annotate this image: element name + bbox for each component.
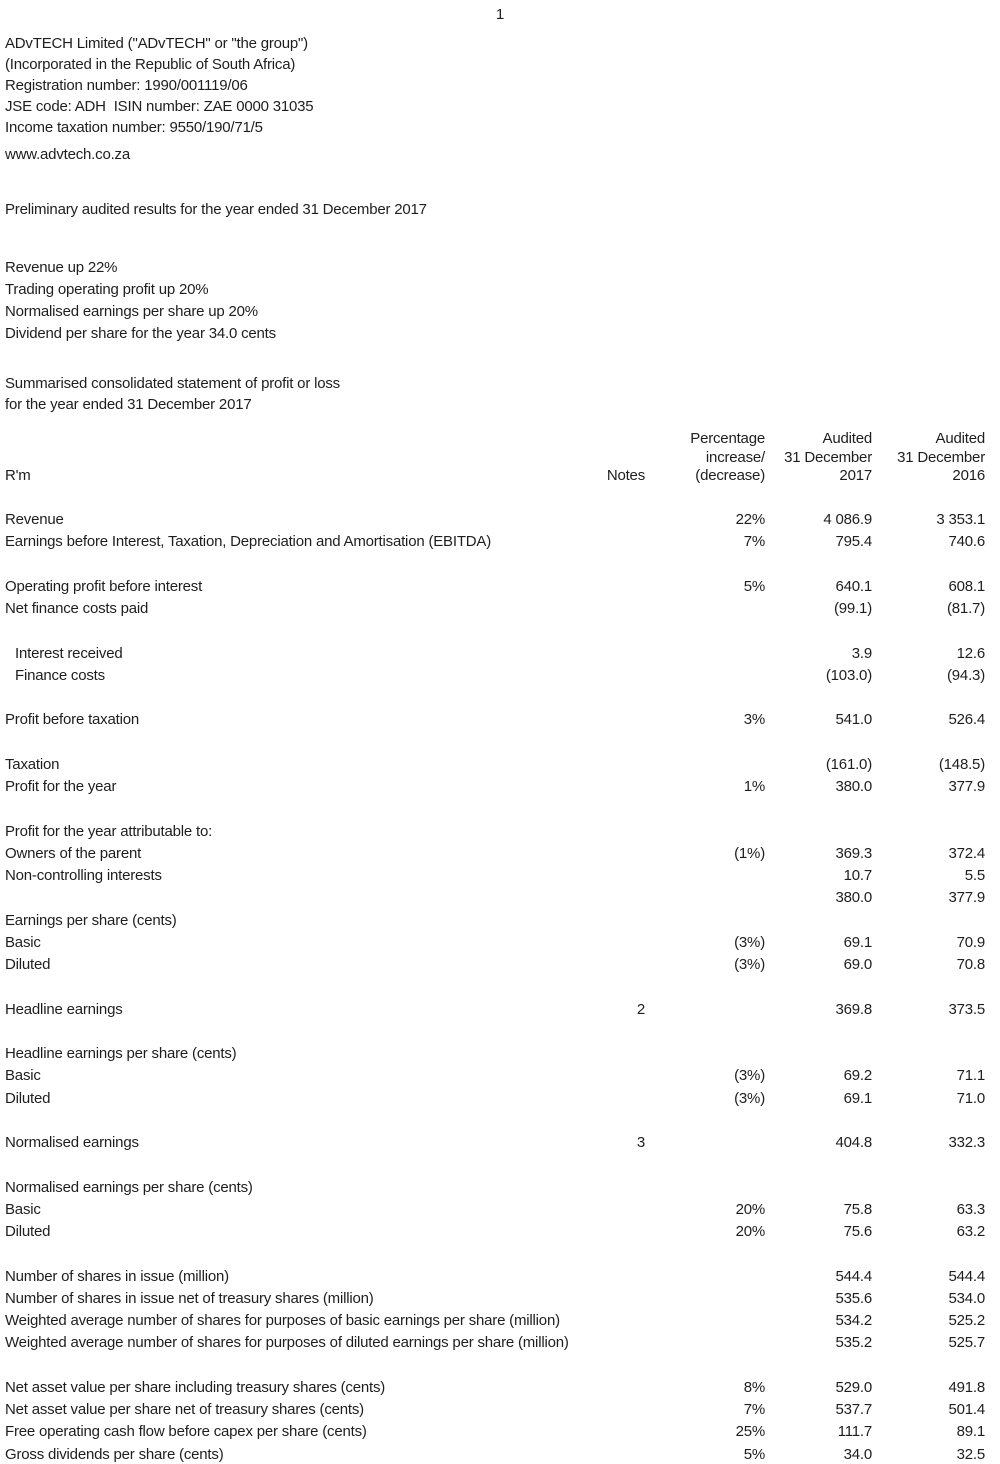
table-row xyxy=(5,598,985,620)
column-header-percentage: Percentage increase/ (decrease) xyxy=(690,430,765,484)
row-percentage xyxy=(645,598,765,620)
row-value-2016: 332.3 xyxy=(948,1134,985,1151)
table-row xyxy=(5,865,985,887)
row-label: Operating profit before interest xyxy=(5,577,203,595)
row-value-2017: 34.0 xyxy=(843,1445,872,1463)
row-percentage xyxy=(645,1266,765,1288)
row-label: Diluted xyxy=(5,1223,51,1240)
row-value-2017 xyxy=(765,1043,872,1065)
table-row xyxy=(5,1199,985,1221)
row-value-2017: 640.1 xyxy=(835,577,872,595)
row-value-2017: 534.2 xyxy=(835,1312,872,1329)
row-notes xyxy=(583,1288,645,1310)
table-row-spacer xyxy=(5,732,985,754)
row-value-2017: 380.0 xyxy=(835,778,872,795)
row-value-2016: 3 353.1 xyxy=(936,511,985,528)
row-value-2016: 740.6 xyxy=(948,533,985,551)
table-row xyxy=(5,1310,985,1332)
table-row xyxy=(5,1088,985,1110)
table-row xyxy=(5,709,985,731)
row-label: Earnings per share (cents) xyxy=(5,911,177,929)
row-percentage: 7% xyxy=(743,533,765,551)
row-value-2017 xyxy=(765,1177,872,1199)
row-percentage: 20% xyxy=(735,1223,765,1240)
row-percentage: 5% xyxy=(743,577,765,595)
row-notes xyxy=(583,1199,645,1221)
row-value-2016 xyxy=(872,1043,985,1065)
row-percentage xyxy=(645,643,765,665)
row-value-2017: 535.6 xyxy=(835,1289,872,1307)
row-notes xyxy=(583,1043,645,1065)
row-percentage: (1%) xyxy=(734,844,765,862)
row-percentage: 5% xyxy=(743,1445,765,1463)
company-header-block xyxy=(5,33,313,138)
row-value-2017: 544.4 xyxy=(835,1267,872,1285)
row-value-2017: 369.8 xyxy=(835,1000,872,1018)
row-value-2016: 70.9 xyxy=(956,933,985,951)
row-percentage: 7% xyxy=(743,1401,765,1418)
row-notes xyxy=(583,887,645,909)
row-percentage xyxy=(645,1043,765,1065)
company-incorporation-line: (Incorporated in the Republic of South Africa) xyxy=(5,56,296,73)
row-value-2017: 535.2 xyxy=(835,1334,872,1352)
row-value-2016: 525.7 xyxy=(948,1334,985,1352)
row-notes xyxy=(583,1221,645,1243)
row-value-2016: (148.5) xyxy=(938,755,985,773)
row-value-2016: 89.1 xyxy=(956,1423,985,1441)
table-row-spacer xyxy=(5,976,985,998)
row-label: Free operating cash flow before capex per share (cents) xyxy=(5,1423,367,1441)
row-value-2017: 795.4 xyxy=(835,533,872,551)
row-value-2017: 75.8 xyxy=(843,1200,872,1218)
row-value-2017: 4 086.9 xyxy=(823,511,872,528)
table-row xyxy=(5,1221,985,1243)
row-percentage xyxy=(645,887,765,909)
table-row xyxy=(5,887,985,909)
company-name-line: ADvTECH Limited ("ADvTECH" or "the group") xyxy=(5,35,308,52)
table-row xyxy=(5,1421,985,1443)
column-header-unit: R'm xyxy=(5,467,31,484)
row-label: Interest received xyxy=(15,644,123,662)
row-notes: 2 xyxy=(636,1000,645,1018)
row-value-2016: (81.7) xyxy=(947,600,985,617)
row-value-2016: 372.4 xyxy=(948,844,985,862)
company-website: www.advtech.co.za xyxy=(5,146,130,163)
table-row-spacer xyxy=(5,1154,985,1176)
row-percentage xyxy=(645,821,765,843)
row-percentage: (3%) xyxy=(734,933,765,951)
row-value-2017: 541.0 xyxy=(835,711,872,729)
row-value-2017: 369.3 xyxy=(835,844,872,862)
row-label: Gross dividends per share (cents) xyxy=(5,1445,224,1463)
row-notes xyxy=(583,1266,645,1288)
row-value-2017: 529.0 xyxy=(835,1378,872,1396)
row-label: Finance costs xyxy=(15,666,105,684)
row-value-2016: 525.2 xyxy=(948,1312,985,1329)
table-row-spacer xyxy=(5,620,985,642)
table-row xyxy=(5,643,985,665)
row-value-2017: 404.8 xyxy=(835,1134,872,1151)
row-value-2017 xyxy=(765,821,872,843)
row-percentage: 20% xyxy=(735,1200,765,1218)
table-row-spacer xyxy=(5,687,985,709)
row-notes xyxy=(583,576,645,598)
table-row-spacer xyxy=(5,798,985,820)
row-label: Diluted xyxy=(5,956,51,973)
row-percentage xyxy=(645,865,765,887)
row-value-2017: 69.2 xyxy=(843,1067,872,1085)
statement-table-header xyxy=(5,430,985,486)
row-value-2016: 373.5 xyxy=(948,1000,985,1018)
row-value-2017: (161.0) xyxy=(825,755,872,773)
row-value-2016: 32.5 xyxy=(956,1445,985,1463)
row-label: Diluted xyxy=(5,1089,51,1107)
row-value-2016: 534.0 xyxy=(948,1289,985,1307)
table-row xyxy=(5,1043,985,1065)
row-label: Profit before taxation xyxy=(5,711,140,729)
table-row xyxy=(5,932,985,954)
row-percentage xyxy=(645,665,765,687)
row-notes xyxy=(583,776,645,798)
row-value-2016: 544.4 xyxy=(948,1267,985,1285)
highlight-revenue: Revenue up 22% xyxy=(5,259,118,276)
table-row xyxy=(5,1065,985,1087)
table-row xyxy=(5,821,985,843)
table-row xyxy=(5,954,985,976)
row-value-2016: 5.5 xyxy=(964,867,985,884)
row-percentage xyxy=(645,1177,765,1199)
row-value-2017: (103.0) xyxy=(825,666,872,684)
table-row xyxy=(5,754,985,776)
row-notes xyxy=(583,709,645,731)
row-notes xyxy=(583,1421,645,1443)
page-number: 1 xyxy=(495,6,505,23)
row-value-2016: 526.4 xyxy=(948,711,985,729)
row-value-2016: 70.8 xyxy=(956,956,985,973)
row-percentage xyxy=(645,999,765,1021)
table-row-spacer xyxy=(5,1355,985,1377)
row-percentage xyxy=(645,754,765,776)
statement-title-line2: for the year ended 31 December 2017 xyxy=(5,396,252,413)
column-header-audited-2016: Audited 31 December 2016 xyxy=(897,430,985,484)
row-label: Net asset value per share net of treasury shares (cents) xyxy=(5,1401,364,1418)
row-value-2016: 377.9 xyxy=(948,889,985,907)
row-percentage: (3%) xyxy=(734,1089,765,1107)
row-notes xyxy=(583,843,645,865)
row-label: Normalised earnings xyxy=(5,1134,139,1151)
row-percentage: (3%) xyxy=(734,1067,765,1085)
table-row xyxy=(5,1399,985,1421)
row-value-2017 xyxy=(765,910,872,932)
row-notes xyxy=(583,598,645,620)
row-value-2016: 608.1 xyxy=(948,577,985,595)
row-value-2017: 111.7 xyxy=(837,1423,872,1441)
row-label: Net asset value per share including treasury shares (cents) xyxy=(5,1378,386,1396)
table-row xyxy=(5,910,985,932)
row-percentage: 8% xyxy=(743,1378,765,1396)
row-value-2016 xyxy=(872,1177,985,1199)
row-notes xyxy=(583,1377,645,1399)
row-percentage: 25% xyxy=(735,1423,765,1441)
row-notes xyxy=(583,932,645,954)
table-row xyxy=(5,1177,985,1199)
company-registration-line: Registration number: 1990/001119/06 xyxy=(5,77,248,94)
table-row xyxy=(5,999,985,1021)
row-label: Normalised earnings per share (cents) xyxy=(5,1178,253,1196)
row-notes xyxy=(583,509,645,531)
highlight-trading-profit: Trading operating profit up 20% xyxy=(5,281,209,298)
row-value-2016 xyxy=(872,910,985,932)
row-label: Non-controlling interests xyxy=(5,867,162,884)
table-row-spacer xyxy=(5,1243,985,1265)
row-label: Headline earnings xyxy=(5,1000,123,1018)
row-value-2016: 501.4 xyxy=(948,1401,985,1418)
row-notes xyxy=(583,1177,645,1199)
row-label: Earnings before Interest, Taxation, Depreciation and Amortisation (EBITDA) xyxy=(5,533,492,551)
row-label: Number of shares in issue (million) xyxy=(5,1267,229,1285)
highlight-dividend: Dividend per share for the year 34.0 cents xyxy=(5,325,276,342)
row-notes xyxy=(583,531,645,553)
row-value-2016: 63.2 xyxy=(956,1223,985,1240)
report-title: Preliminary audited results for the year ended 31 December 2017 xyxy=(5,201,427,218)
row-value-2016: 71.0 xyxy=(956,1089,985,1107)
row-value-2016: 377.9 xyxy=(948,778,985,795)
table-row xyxy=(5,1132,985,1154)
row-value-2017: 10.7 xyxy=(843,867,872,884)
statement-title-block xyxy=(5,373,340,415)
row-label: Revenue xyxy=(5,511,64,528)
row-percentage xyxy=(645,1332,765,1354)
row-percentage: 22% xyxy=(735,511,765,528)
table-row xyxy=(5,843,985,865)
row-value-2016: 71.1 xyxy=(956,1067,985,1085)
row-label: Number of shares in issue net of treasury shares (million) xyxy=(5,1289,374,1307)
highlight-normalised-eps: Normalised earnings per share up 20% xyxy=(5,303,258,320)
row-label: Weighted average number of shares for purposes of diluted earnings per share (million) xyxy=(5,1334,569,1352)
row-percentage: 1% xyxy=(743,778,765,795)
row-percentage: 3% xyxy=(743,711,765,729)
row-value-2017: 3.9 xyxy=(851,644,872,662)
row-notes xyxy=(583,1065,645,1087)
table-row xyxy=(5,1288,985,1310)
row-notes: 3 xyxy=(636,1134,645,1151)
table-row-spacer xyxy=(5,554,985,576)
row-label: Weighted average number of shares for purposes of basic earnings per share (million) xyxy=(5,1312,560,1329)
table-row xyxy=(5,1444,985,1464)
table-row-spacer xyxy=(5,1110,985,1132)
row-value-2017: 69.1 xyxy=(843,1089,872,1107)
company-jse-isin-line: JSE code: ADH ISIN number: ZAE 0000 31035 xyxy=(5,98,314,115)
table-row-spacer xyxy=(5,1021,985,1043)
highlights-block xyxy=(5,257,276,345)
row-percentage xyxy=(645,1288,765,1310)
row-value-2017: 75.6 xyxy=(843,1223,872,1240)
row-percentage xyxy=(645,910,765,932)
row-notes xyxy=(583,1088,645,1110)
row-notes xyxy=(583,821,645,843)
row-notes xyxy=(583,665,645,687)
row-notes xyxy=(583,954,645,976)
row-percentage xyxy=(645,1132,765,1154)
row-label: Taxation xyxy=(5,755,60,773)
row-value-2016: 491.8 xyxy=(948,1378,985,1396)
table-row xyxy=(5,576,985,598)
row-value-2017: 69.0 xyxy=(843,956,872,973)
row-notes xyxy=(583,1444,645,1464)
row-label: Basic xyxy=(5,1067,41,1085)
row-value-2016 xyxy=(872,821,985,843)
row-label: Basic xyxy=(5,933,41,951)
row-notes xyxy=(583,910,645,932)
table-row xyxy=(5,665,985,687)
column-header-audited-2017: Audited 31 December 2017 xyxy=(784,430,872,484)
row-label: Profit for the year xyxy=(5,778,117,795)
row-value-2016: (94.3) xyxy=(947,666,985,684)
row-label: Profit for the year attributable to: xyxy=(5,822,213,840)
row-value-2016: 12.6 xyxy=(956,644,985,662)
table-row xyxy=(5,1266,985,1288)
statement-title-line1: Summarised consolidated statement of profit or loss xyxy=(5,375,340,392)
table-row xyxy=(5,509,985,531)
row-value-2017: 380.0 xyxy=(835,889,872,907)
row-percentage: (3%) xyxy=(734,956,765,973)
row-notes xyxy=(583,643,645,665)
row-value-2017: 537.7 xyxy=(835,1401,872,1418)
row-notes xyxy=(583,865,645,887)
table-row xyxy=(5,531,985,553)
row-value-2017: (99.1) xyxy=(834,600,872,617)
table-row xyxy=(5,1332,985,1354)
row-value-2016: 63.3 xyxy=(956,1200,985,1218)
row-label: Basic xyxy=(5,1200,41,1218)
statement-rows xyxy=(5,509,985,1464)
row-percentage xyxy=(645,1310,765,1332)
row-notes xyxy=(583,1332,645,1354)
table-row xyxy=(5,776,985,798)
row-label: Net finance costs paid xyxy=(5,600,149,617)
row-value-2017: 69.1 xyxy=(843,933,872,951)
column-header-notes: Notes xyxy=(606,467,645,484)
row-label: Headline earnings per share (cents) xyxy=(5,1045,237,1062)
row-label: Owners of the parent xyxy=(5,844,142,862)
row-notes xyxy=(583,754,645,776)
row-notes xyxy=(583,1399,645,1421)
company-tax-number-line: Income taxation number: 9550/190/71/5 xyxy=(5,119,263,136)
row-label xyxy=(5,887,583,909)
row-notes xyxy=(583,1310,645,1332)
table-row xyxy=(5,1377,985,1399)
